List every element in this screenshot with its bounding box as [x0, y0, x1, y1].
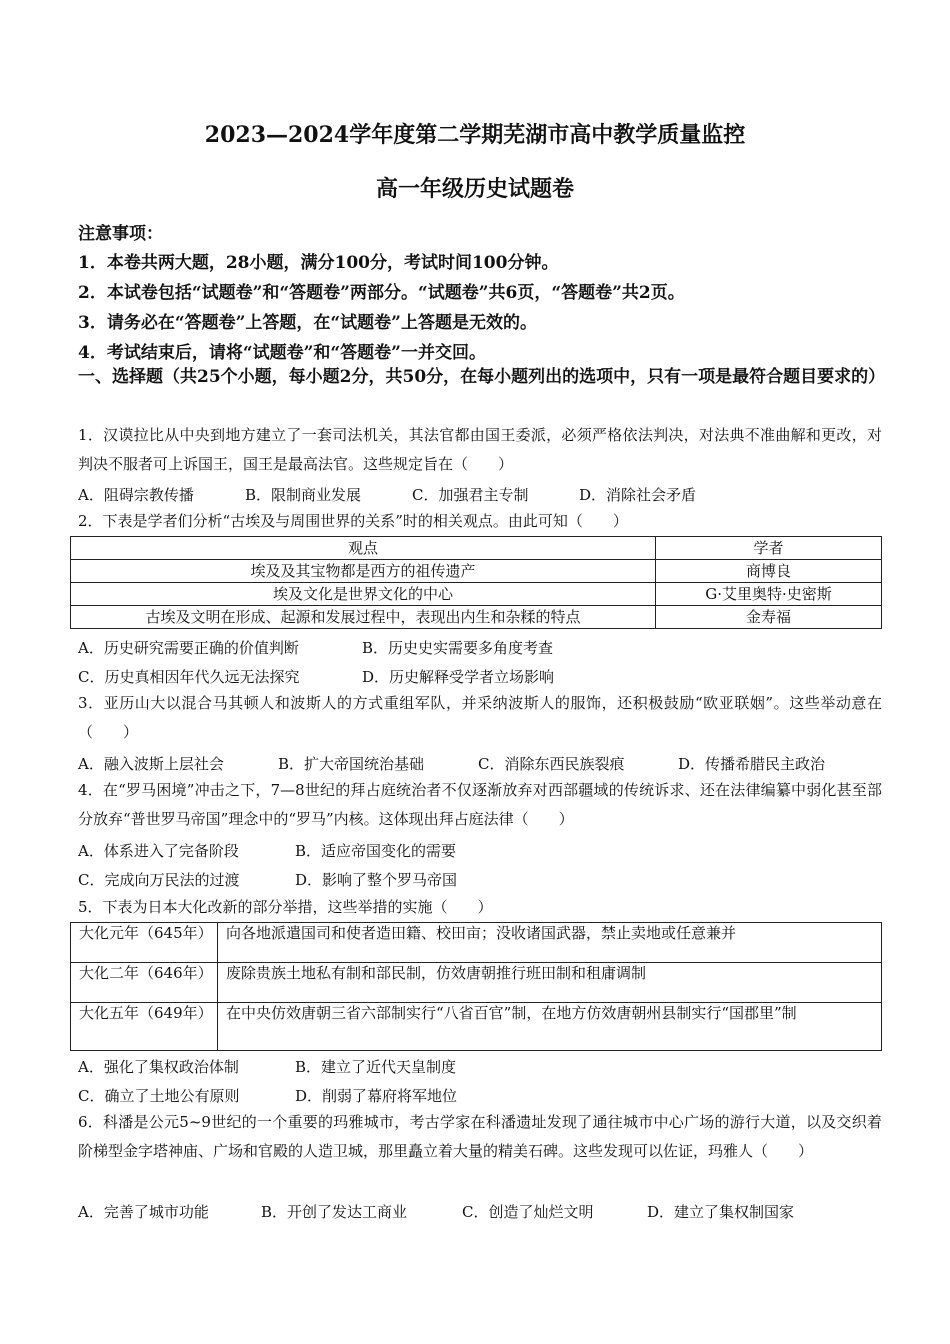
table-row — [71, 606, 882, 629]
option-d: D．削弱了幕府将军地位 — [295, 1087, 458, 1105]
table-header: 学者 — [656, 537, 882, 560]
option-c: C．创造了灿烂文明 — [462, 1203, 594, 1221]
table-cell: 向各地派遣国司和使者造田籍、校田亩；没收诸国武器，禁止卖地或任意兼并 — [218, 923, 882, 963]
option-b: B．扩大帝国统治基础 — [278, 755, 425, 773]
option-b: B．历史史实需要多角度考查 — [362, 639, 554, 657]
option-a: A．融入波斯上层社会 — [78, 755, 224, 773]
notice-item: 1．本卷共两大题，28小题，满分100分，考试时间100分钟。 — [78, 253, 559, 273]
notice-item: 2．本试卷包括“试题卷”和“答题卷”两部分。“试题卷”共6页，“答题卷”共2页。 — [78, 283, 685, 303]
table-cell: 大化元年（645年） — [71, 923, 218, 963]
table-cell: 大化二年（646年） — [71, 963, 218, 1003]
table-cell: 古埃及文明在形成、起源和发展过程中，表现出内生和杂糅的特点 — [71, 606, 656, 629]
table-row — [71, 963, 882, 1003]
option-b: B．适应帝国变化的需要 — [295, 842, 457, 860]
option-c: C．完成向万民法的过渡 — [78, 871, 240, 889]
question-1-stem: 1．汉谟拉比从中央到地方建立了一套司法机关，其法官都由国王委派，必须严格依法判决，对法典不准曲解和更改，对判决不服者可上诉国王，国王是最高法官。这些规定旨在（ ） — [78, 426, 882, 473]
question-6-stem: 6．科潘是公元5~9世纪的一个重要的玛雅城市，考古学家在科潘遗址发现了通往城市中心广场的游行大道，以及交织着阶梯型金字塔神庙、广场和官殿的人造卫城，那里矗立着大量的精美石碑。这些发现可以佐证，玛雅人（ ） — [78, 1113, 882, 1160]
table-header-row — [71, 537, 882, 560]
option-d: D．消除社会矛盾 — [579, 486, 697, 504]
notice-item: 4．考试结束后，请将“试题卷”和“答题卷”一并交回。 — [78, 343, 486, 363]
option-a: A．阻碍宗教传播 — [78, 486, 194, 504]
table-row — [71, 1003, 882, 1051]
question-5-table — [70, 922, 882, 1051]
table-cell: 商博良 — [656, 560, 882, 583]
table-cell: 金寿福 — [656, 606, 882, 629]
option-a: A．强化了集权政治体制 — [78, 1058, 239, 1076]
exam-subtitle: 高一年级历史试题卷 — [375, 176, 574, 202]
question-5-stem: 5．下表为日本大化改新的部分举措，这些举措的实施（ ） — [78, 898, 493, 916]
option-d: D．传播希腊民主政治 — [678, 755, 826, 773]
option-b: B．建立了近代天皇制度 — [295, 1058, 457, 1076]
question-3-stem: 3．亚历山大以混合马其顿人和波斯人的方式重组军队，并采纳波斯人的服饰，还积极鼓励“欧亚联姻”。这些举动意在（ ） — [78, 694, 882, 741]
option-c: C．确立了土地公有原则 — [78, 1087, 240, 1105]
option-d: D．影响了整个罗马帝国 — [295, 871, 458, 889]
table-cell: G·艾里奥特·史密斯 — [656, 583, 882, 606]
table-cell: 埃及文化是世界文化的中心 — [71, 583, 656, 606]
option-c: C．加强君主专制 — [412, 486, 529, 504]
table-row — [71, 560, 882, 583]
table-row — [71, 583, 882, 606]
notice-item: 3．请务必在“答题卷”上答题，在“试题卷”上答题是无效的。 — [78, 313, 537, 333]
table-row — [71, 923, 882, 963]
table-cell: 在中央仿效唐朝三省六部制实行“八省百官”制，在地方仿效唐朝州县制实行“国郡里”制 — [218, 1003, 882, 1051]
option-c: C．历史真相因年代久远无法探究 — [78, 668, 300, 686]
table-cell: 埃及及其宝物都是西方的祖传遗产 — [71, 560, 656, 583]
option-b: B．开创了发达工商业 — [261, 1203, 408, 1221]
option-c: C．消除东西民族裂痕 — [478, 755, 625, 773]
option-a: A．完善了城市功能 — [78, 1203, 209, 1221]
section-heading: 一、选择题（共25个小题，每小题2分，共50分，在每小题列出的选项中，只有一项是最符合题目要求的） — [78, 367, 886, 387]
question-4-stem: 4．在“罗马困境”冲击之下，7—8世纪的拜占庭统治者不仅逐渐放弃对西部疆域的传统诉求、还在法律编纂中弱化甚至部分放弃“普世罗马帝国”理念中的“罗马”内核。这体现出拜占庭法律（ ） — [78, 781, 882, 828]
table-cell: 大化五年（649年） — [71, 1003, 218, 1051]
question-2-table — [70, 536, 882, 629]
notice-heading: 注意事项： — [78, 224, 163, 244]
exam-title: 2023—2024学年度第二学期芜湖市高中教学质量监控 — [204, 122, 746, 148]
option-b: B．限制商业发展 — [245, 486, 362, 504]
option-a: A．历史研究需要正确的价值判断 — [78, 639, 299, 657]
option-d: D．建立了集权制国家 — [647, 1203, 795, 1221]
question-2-stem: 2．下表是学者们分析“古埃及与周围世界的关系”时的相关观点。由此可知（ ） — [78, 512, 628, 530]
table-cell: 废除贵族土地私有制和部民制，仿效唐朝推行班田制和租庸调制 — [218, 963, 882, 1003]
option-d: D．历史解释受学者立场影响 — [362, 668, 555, 686]
table-header: 观点 — [71, 537, 656, 560]
option-a: A．体系进入了完备阶段 — [78, 842, 239, 860]
